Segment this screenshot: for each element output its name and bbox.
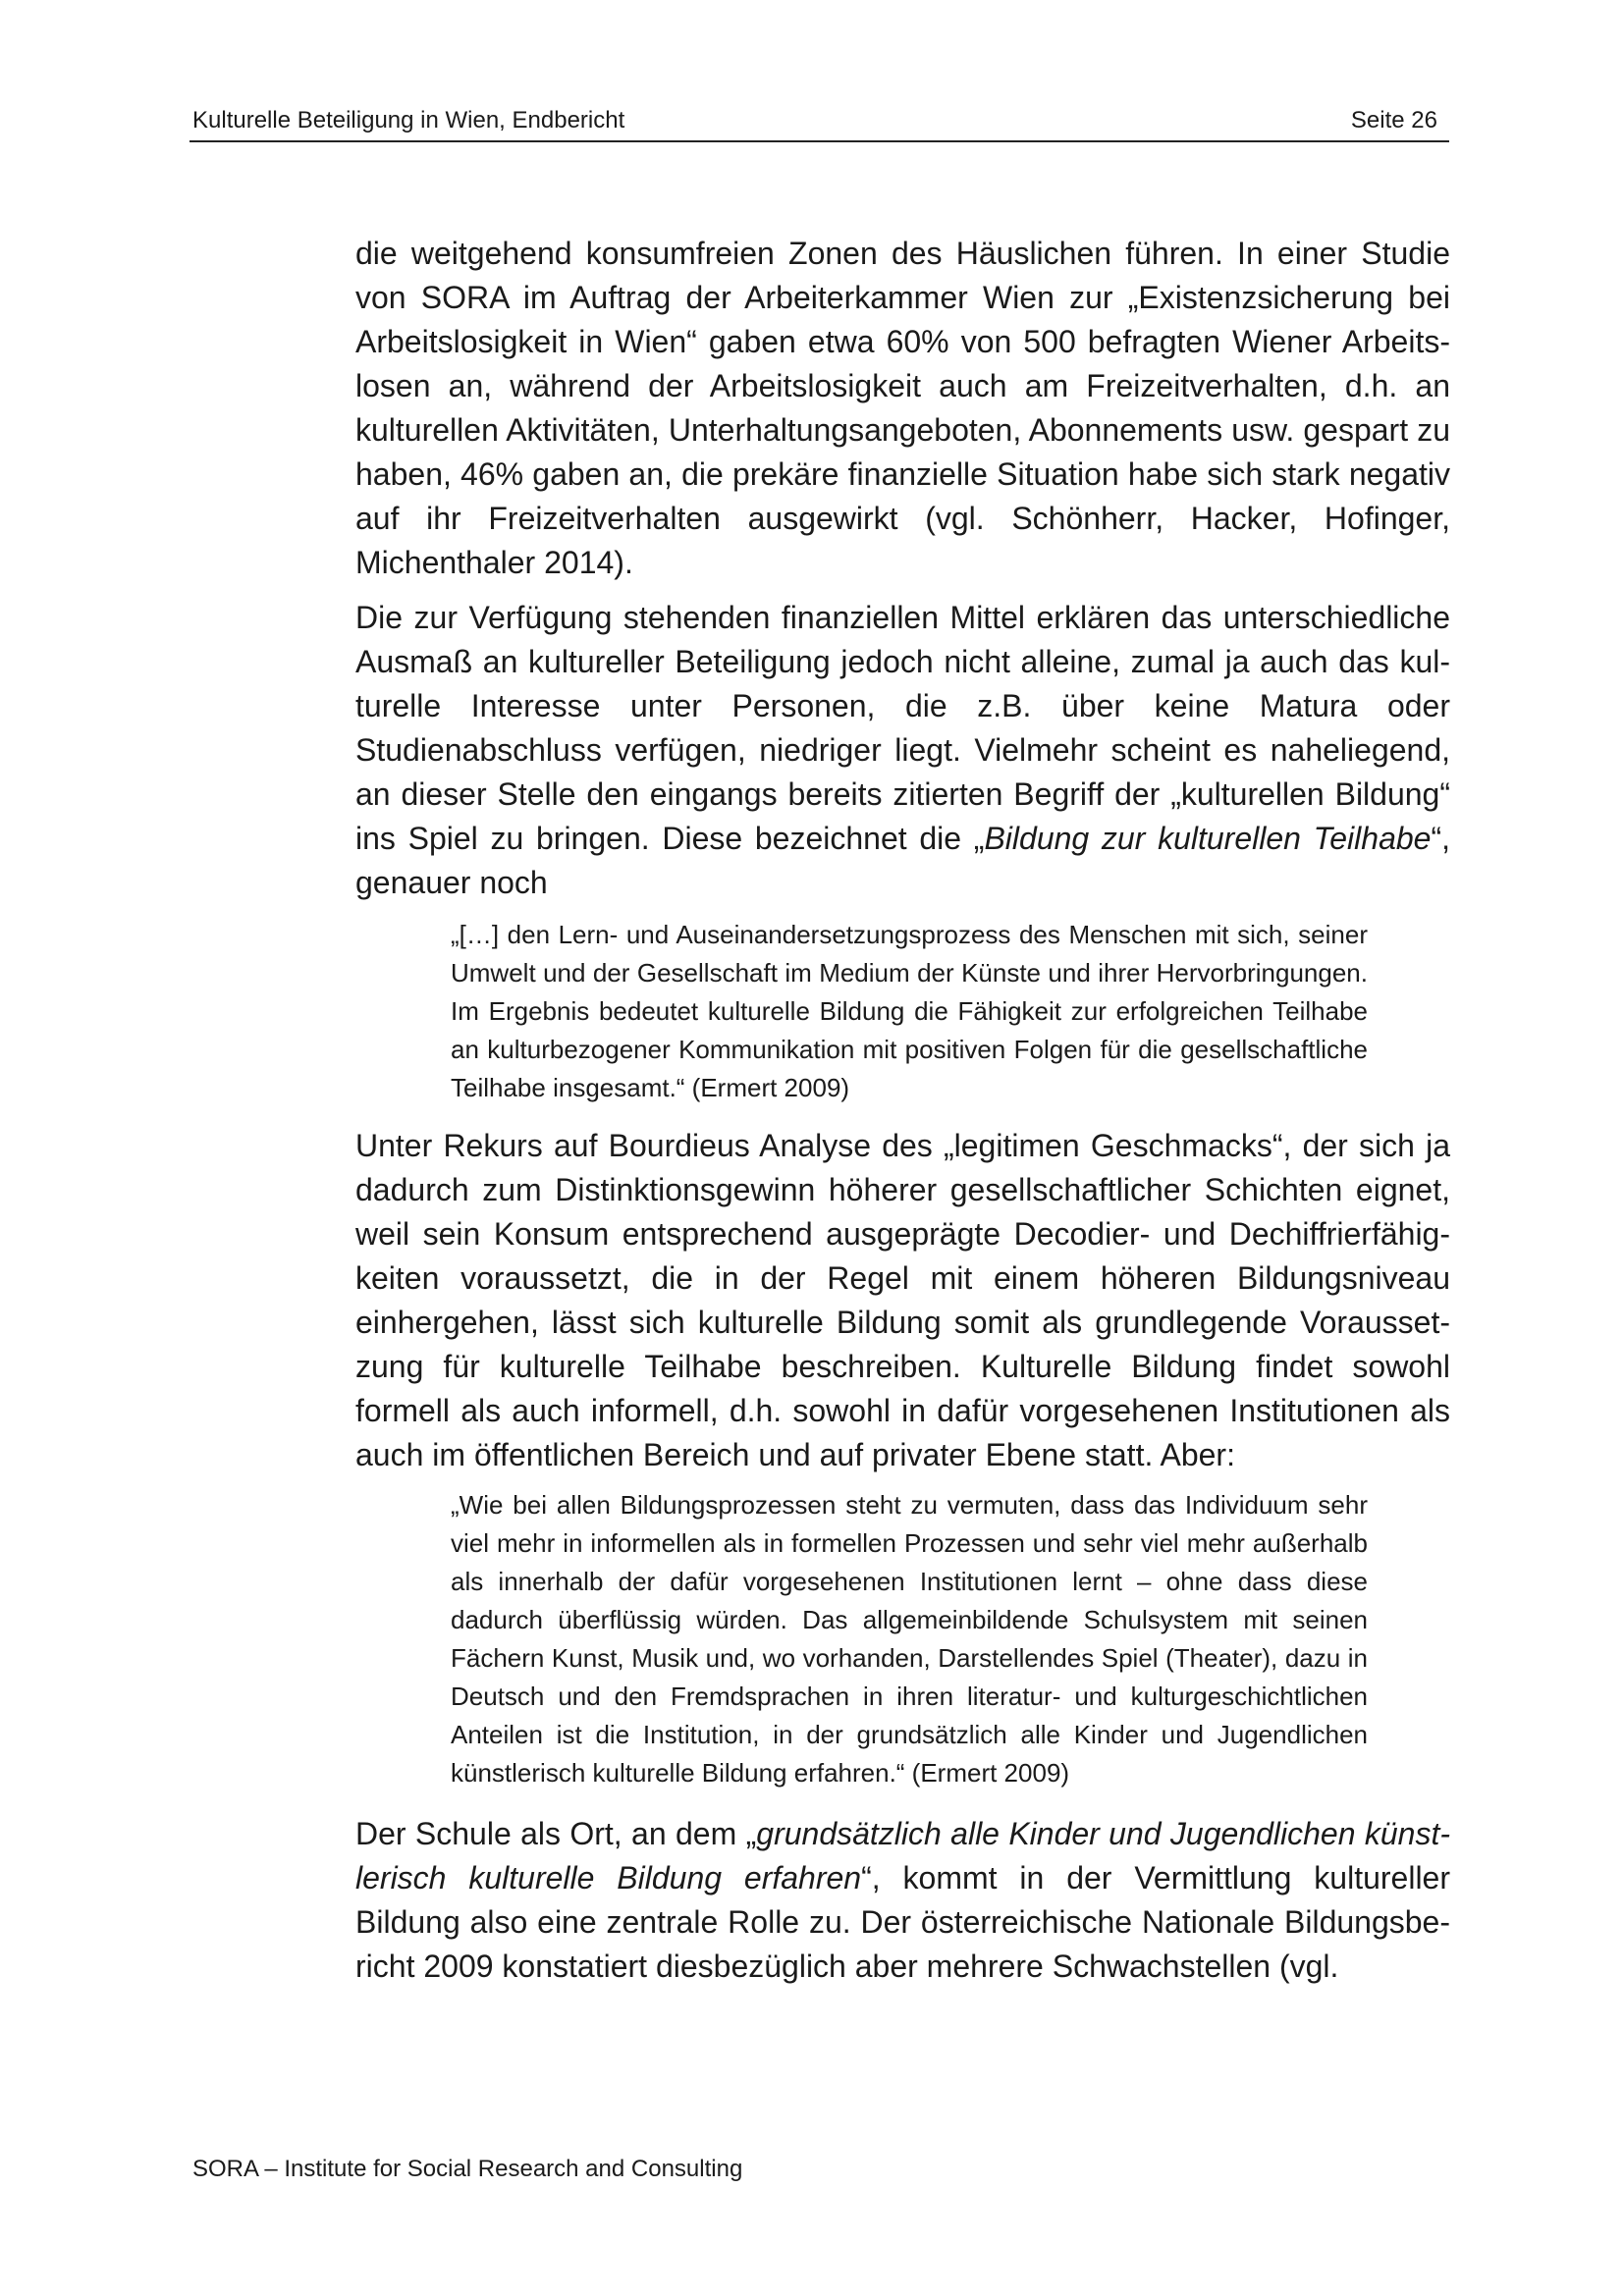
paragraph-3: Unter Rekurs auf Bourdieus Analyse des „legitimen Geschmacks“, der sich ja dadurch zum Distinktionsgewinn höherer gesellschaftlicher Schichten eignet, weil sein Konsum entsprechend ausgeprägte Decodier- und Dechiffrierfähigkeiten voraussetzt, die in der Regel mit einem höheren Bildungsniveau einhergehen, lässt sich kulturelle Bildung somit als grundlegende Voraussetzung für kulturelle Teilhabe beschreiben. Kulturelle Bildung findet sowohl formell als auch informell, d.h. sowohl in dafür vorgesehenen Institutionen als auch im öffentlichen Bereich und auf privater Ebene statt. Aber: xyxy=(355,1128,1450,1472)
paragraph-2-text-b: “, genauer noch xyxy=(355,821,1451,900)
page-number: Seite 26 xyxy=(1350,107,1437,133)
paragraph-2-emphasis: Bildung zur kulturellen Teilhabe xyxy=(984,821,1432,856)
paragraph-4-text-a: Der Schule als Ort, an dem „ xyxy=(355,1816,757,1851)
paragraph-2-text-a: Die zur Verfügung stehenden finanziellen Mittel erklären das unterschiedliche Ausmaß an kultureller Beteiligung jedoch nicht alleine, zumal ja auch das kulturelle Interesse unter Personen, die z.B. über keine Matura oder Studienabschluss verfügen, niedriger liegt. Vielmehr scheint es naheliegend, an dieser Stelle den eingangs bereits zitierten Begriff der „kulturellen Bildung“ ins Spiel zu bringen. Diese bezeichnet die „ xyxy=(355,600,1450,856)
paragraph-4 xyxy=(355,1812,1450,1989)
paragraph-2 xyxy=(355,596,1450,905)
paragraph-1: die weitgehend konsumfreien Zonen des Häuslichen führen. In einer Studie von SORA im Auftrag der Arbeiterkammer Wien zur „Existenzsicherung bei Arbeitslosigkeit in Wien“ gaben etwa 60% von 500 befragten Wiener Arbeitslosen an, während der Arbeitslosigkeit auch am Freizeitverhalten, d.h. an kulturellen Aktivitäten, Unterhaltungsangeboten, Abonnements usw. gespart zu haben, 46% gaben an, die prekäre finanzielle Situation habe sich stark negativ auf ihr Freizeitverhalten ausgewirkt (vgl. Schönherr, Hacker, Hofinger, Michenthaler 2014). xyxy=(355,236,1450,580)
body-text xyxy=(355,232,1450,2001)
block-quote-1: „[…] den Lern- und Auseinandersetzungsprozess des Menschen mit sich, seiner Umwelt und der Gesellschaft im Medium der Künste und ihrer Hervorbringungen. Im Ergebnis bedeutet kulturelle Bildung die Fähigkeit zur erfolgreichen Teilhabe an kulturbezogener Kommunikation mit positiven Folgen für die gesellschaftliche Teilhabe insgesamt.“ (Ermert 2009) xyxy=(451,920,1368,1102)
paragraph-4-text-b: “, kommt in der Vermittlung kultureller Bildung also eine zentrale Rolle zu. Der österreichische Nationale Bildungsbericht 2009 konstatiert diesbezüglich aber mehrere Schwachstellen (vgl. xyxy=(355,1860,1451,1984)
document-title: Kulturelle Beteiligung in Wien, Endbericht xyxy=(192,107,625,133)
block-quote-2: „Wie bei allen Bildungsprozessen steht zu vermuten, dass das Individuum sehr viel mehr in informellen als in formellen Prozessen und sehr viel mehr außerhalb als innerhalb der dafür vorgesehenen Institutionen lernt – ohne dass diese dadurch überflüssig würden. Das allgemeinbildende Schulsystem mit seinen Fächern Kunst, Musik und, wo vorhanden, Darstellendes Spiel (Theater), dazu in Deutsch und den Fremdsprachen in ihren literatur- und kulturgeschichtlichen Anteilen ist die Institution, in der grundsätzlich alle Kinder und Jugendlichen künstlerisch kulturelle Bildung erfahren.“ (Ermert 2009) xyxy=(451,1490,1368,1788)
page-header xyxy=(189,101,1449,142)
paragraph-4-emphasis: grundsätzlich alle Kinder und Jugendlichen künstlerisch kulturelle Bildung erfahren xyxy=(355,1816,1451,1896)
page-footer: SORA – Institute for Social Research and Consulting xyxy=(192,2156,743,2182)
